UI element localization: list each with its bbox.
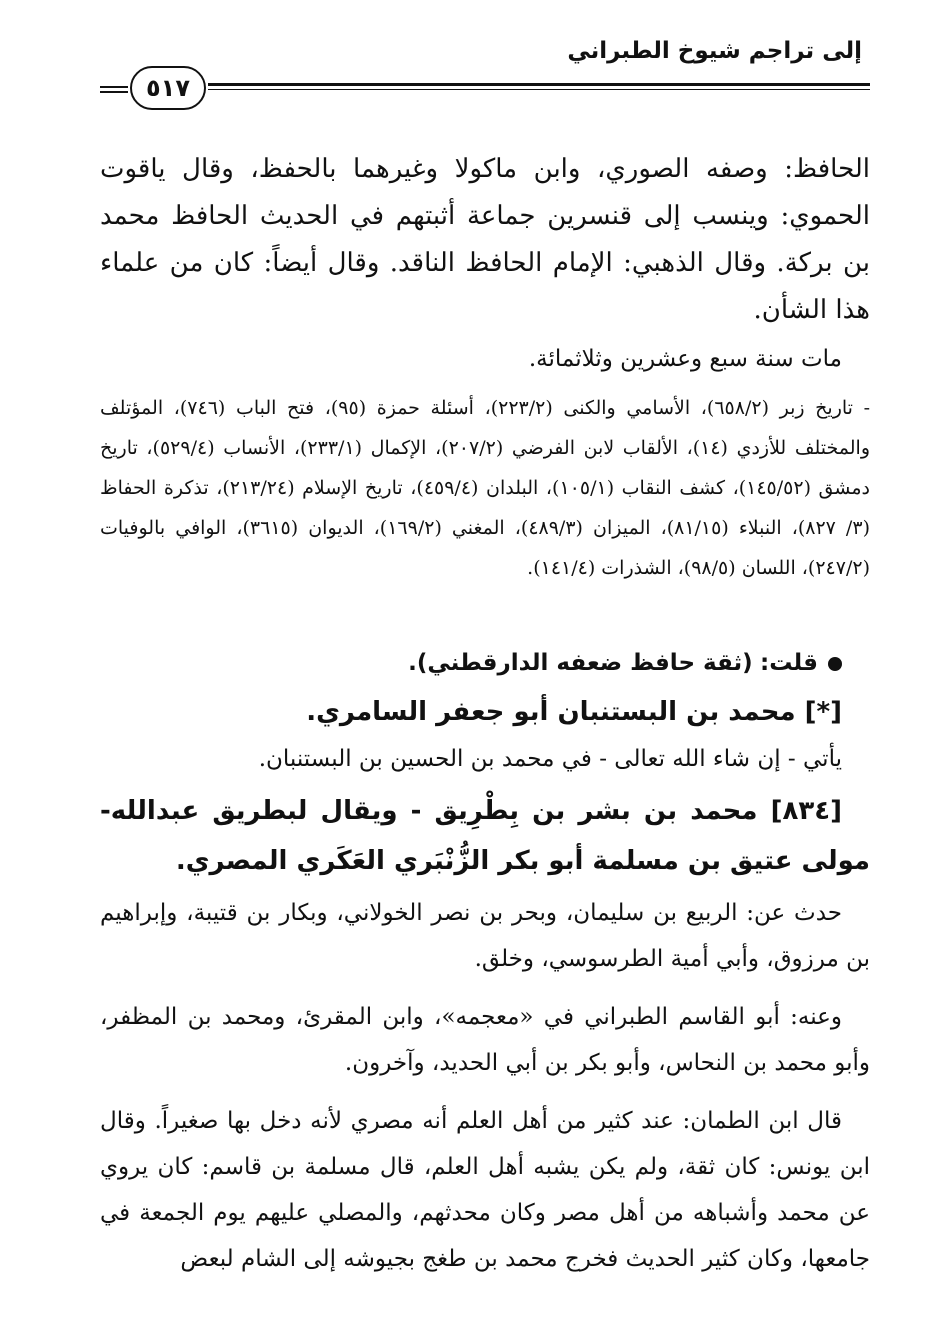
cross-ref-text: يأتي - إن شاء الله تعالى - في محمد بن الحسين بن البستنبان. <box>258 746 842 772</box>
entry-heading: [٨٣٤] محمد بن بشر بن بِطْرِيق - ويقال لبطريق عبدالله- مولى عتيق بن مسلمة أبو بكر الزُّنْبَري العَكَري المصري. <box>100 796 870 876</box>
verdict-label: قلت: <box>760 650 818 676</box>
verdict-text: (ثقة حافظ ضعفه الدارقطني). <box>408 650 753 676</box>
teachers-paragraph: حدث عن: الربيع بن سليمان، وبحر بن نصر الخولاني، وبكار بن قتيبة، وإبراهيم بن مرزوق، وأبي أمية الطرسوسي، وخلق. <box>100 900 870 972</box>
students-paragraph: وعنه: أبو القاسم الطبراني في «معجمه»، وابن المقرئ، ومحمد بن المظفر، وأبو محمد بن النحاس، وأبو بكر بن أبي الحديد، وآخرون. <box>100 1004 870 1076</box>
references-list: - تاريخ زبر (٦٥٨/٢)، الأسامي والكنى (٢٢٣/٢)، أسئلة حمزة (٩٥)، فتح الباب (٧٤٦)، المؤتلف والمختلف للأزدي (١٤)، الألقاب لابن الفرضي (٢٠٧/٢)، الإكمال (٢٣٣/١)، الأنساب (٥٢٩/٤)، تاريخ دمشق (١٤٥/٥٢)، كشف النقاب (١٠٥/١)، البلدان (٤٥٩/٤)، تاريخ الإسلام (٢١٣/٢٤)، تذكرة الحفاظ (٣/ ٨٢٧)، النبلاء (٨١/١٥)، الميزان (٤٨٩/٣)، المغني (١٦٩/٢)، الديوان (٣٦١٥)، الوافي بالوفيات (٢٤٧/٢)، اللسان (٩٨/٥)، الشذرات (١٤١/٤). <box>100 397 871 579</box>
cross-ref-heading: [*] محمد بن البستنبان أبو جعفر السامري. <box>306 697 842 727</box>
header-rule-left <box>100 86 128 97</box>
verdict <box>100 640 870 686</box>
header-rule <box>208 83 870 90</box>
opinions-paragraph: قال ابن الطمان: عند كثير من أهل العلم أنه مصري لأنه دخل بها صغيراً. وقال ابن يونس: كان ثقة، ولم يكن يشبه أهل العلم، قال مسلمة بن قاسم: كان يروي عن محمد وأشباهه من أهل مصر وكان محدثهم، والمصلي عليهم يوم الجمعة في جامعها، وكان كثير الحديث فخرج محمد بن طغج بجيوشه إلى الشام لبعض <box>100 1108 870 1272</box>
page-number-badge: ٥١٧ <box>130 66 206 110</box>
death-date: مات سنة سبع وعشرين وثلاثمائة. <box>528 346 842 372</box>
biography-paragraph: الحافظ: وصفه الصوري، وابن ماكولا وغيرهما بالحفظ، وقال ياقوت الحموي: وينسب إلى قنسرين جماعة أثبتهم في الحديث الحافظ محمد بن بركة. وقال الذهبي: الإمام الحافظ الناقد. وقال أيضاً: كان من علماء هذا الشأن. <box>100 154 870 325</box>
bullet-icon <box>828 657 842 671</box>
running-title: إلى تراجم شيوخ الطبراني <box>567 38 862 64</box>
